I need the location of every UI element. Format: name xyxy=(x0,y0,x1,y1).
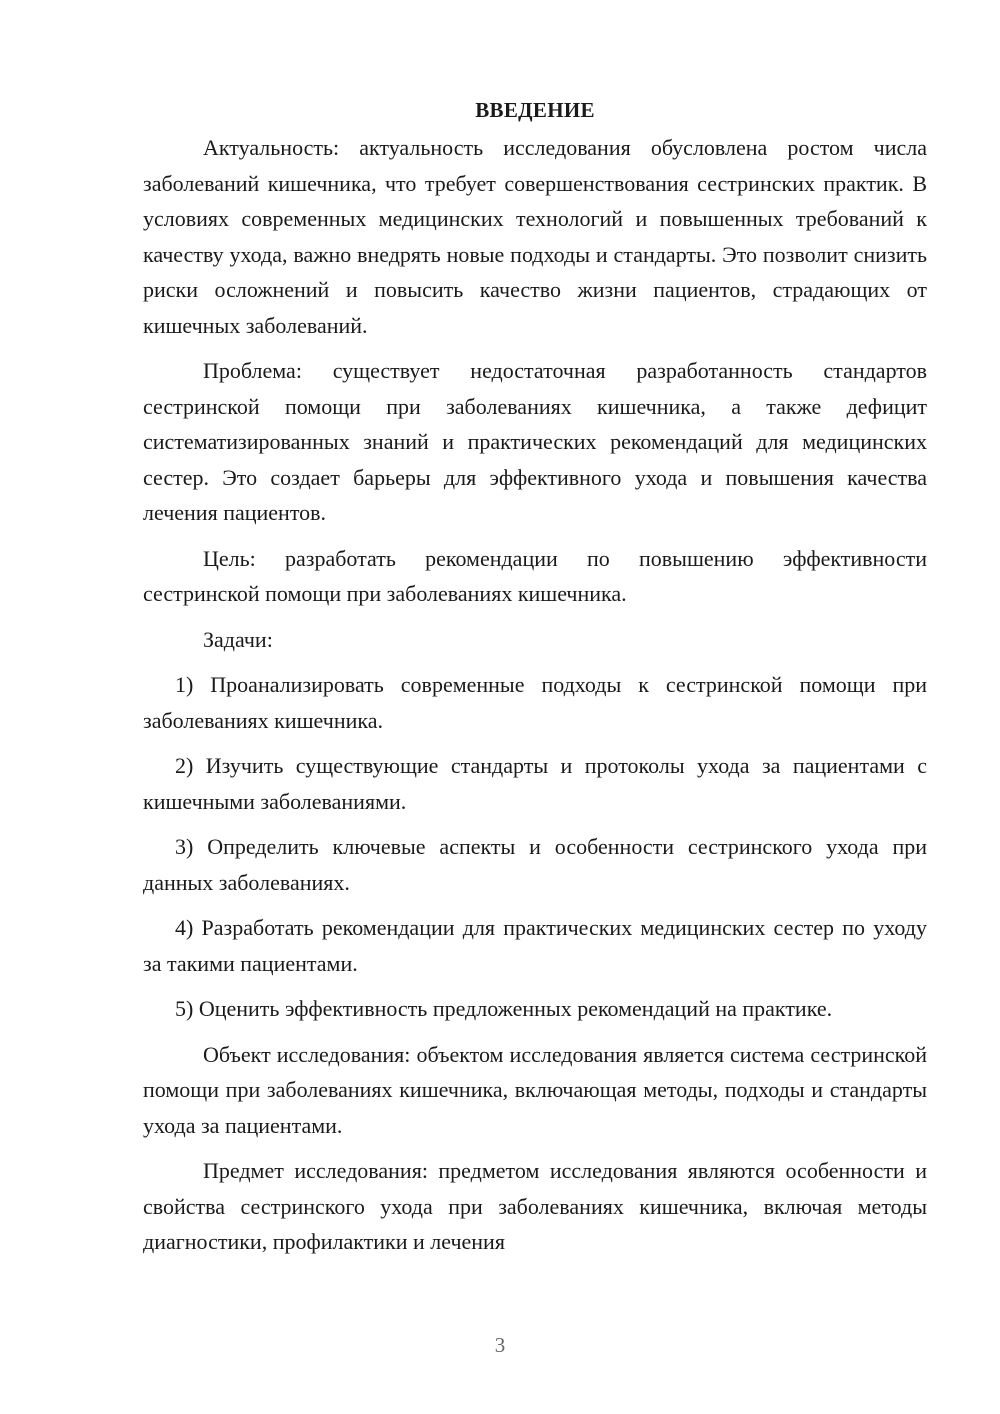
object-paragraph: Объект исследования: объектом исследования является система сестринской помощи при заболеваниях кишечника, включающая методы, подходы и стандарты ухода за пациентами. xyxy=(143,1041,927,1138)
task-item: 1) Проанализировать современные подходы к сестринской помощи при заболеваниях кишечника. xyxy=(143,672,927,733)
problem-paragraph: Проблема: существует недостаточная разработанность стандартов сестринской помощи при заболеваниях кишечника, а также дефицит систематизированных знаний и практических рекомендаций для медицинских сестер. Это создает барьеры для эффективного ухода и повышения качества лечения пациентов. xyxy=(143,358,927,525)
relevance-paragraph: Актуальность: актуальность исследования обусловлена ростом числа заболеваний кишечника, что требует совершенствования сестринских практик. В условиях современных медицинских технологий и повышенных требований к качеству ухода, важно внедрять новые подходы и стандарты. Это позволит снизить риски осложнений и повысить качество жизни пациентов, страдающих от кишечных заболеваний. xyxy=(143,135,927,338)
task-item: 3) Определить ключевые аспекты и особенности сестринского ухода при данных заболеваниях. xyxy=(143,834,927,895)
task-item: 4) Разработать рекомендации для практических медицинских сестер по уходу за такими пациентами. xyxy=(143,915,927,976)
tasks-list xyxy=(143,667,927,1027)
document-body xyxy=(143,92,927,1270)
section-heading: ВВЕДЕНИЕ xyxy=(475,98,595,122)
subject-paragraph: Предмет исследования: предметом исследования являются особенности и свойства сестринского ухода при заболеваниях кишечника, включая методы диагностики, профилактики и лечения xyxy=(143,1158,927,1254)
tasks-label: Задачи: xyxy=(203,626,273,652)
goal-paragraph: Цель: разработать рекомендации по повышению эффективности сестринской помощи при заболеваниях кишечника. xyxy=(143,545,927,606)
task-item: 2) Изучить существующие стандарты и протоколы ухода за пациентами с кишечными заболеваниями. xyxy=(143,753,927,814)
task-item: 5) Оценить эффективность предложенных рекомендаций на практике. xyxy=(175,996,833,1021)
page-number: 3 xyxy=(494,1333,506,1357)
